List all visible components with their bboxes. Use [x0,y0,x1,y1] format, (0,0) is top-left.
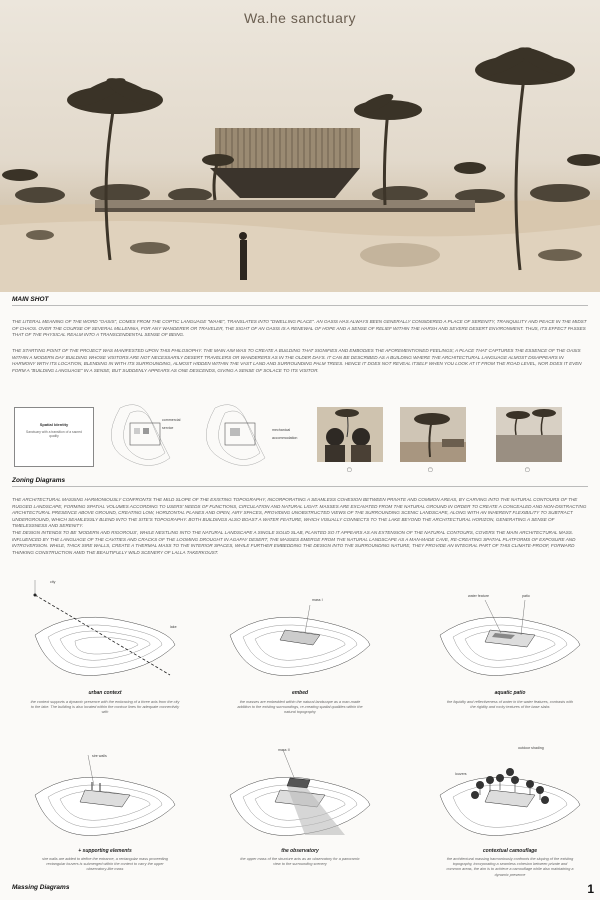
massing-label-water-feature: water feature [468,594,489,598]
section-label-zoning: Zoning Diagrams [12,477,66,484]
zoning-label-service: service [162,426,174,430]
main-render-illustration [0,0,600,292]
massing-label-mass-2: mass II [278,748,290,752]
massing-label-outdoor-shading: outdoor shading [518,746,544,750]
zoning-label-commercial: commercial [162,418,181,422]
zoning-label-accommodation: accommodation [272,436,298,440]
divider [12,486,588,487]
page-number: 1 [587,882,594,896]
camera-icon: ▢ [525,467,530,473]
massing-paragraph-2: THE DESIGN INTENDS TO BE 'MODERN AND RIGOROUS', WHILE NESTLING INTO THE NATURAL LANDSCAPE A SINGLE SOLID SLAB, PLANTED SO IT APPEARS AS AN EXTENSION OF THE NATURAL CONTOURS, COVERS THE MAIN ARCHITECTURAL MASS. INFLUENCED BY THE LANGUAGE OF THE CAVITIES AND CRACKS OF THE LOOMING DROUGHT IN AGAFAY DESERT, THE MASSES EMERGE FROM THE NATURAL LANDSCAPE AS A MAN-MADE CAVE, RE-CREATING SPATIAL PLATFORMS OF EXPOSURE AND INTROVERSION. WHILE, THICK SIRE WALLS, CREATE A THERMAL MASS TO THE INTERIOR SPACES, WHILE FURTHER EMBEDDING THE DESIGN INTO THE SURROUNDING NATURE, THEY PROVIDE AN INTEGRAL PART OF THIS CLIMATE-PROOF, FORWARD THINKING CONSTRUCTION AMID THE BEAUTIFULLY WILD SCENERY OF LALLA TAKERKOUST. [12,530,576,555]
massing-title-urban-context: urban context [88,690,122,696]
intro-paragraph: THE LITERAL MEANING OF THE WORD "OASIS", COMES FROM THE COPTIC LANGUAGE "WAHE", TRANSLATES INTO "DWELLING PLACE". AN OASIS HAS ALWAYS BEEN GENERALLY CONSIDERED A PLACE OF SERENITY, TRANQUILITY AND PEACE IN THE MIDST OF CHAOS. OVER THE COURSE OF SEVERAL MILLENNIA, FOR ANY WANDERER OR TRAVELER, THE SIGHT OF AN OASIS IS A RENEWAL OF HOPE AND A SENSE OF RELIEF WITHIN THE HARSH AND SEVERE DESERT ENVIRONMENT. THUS, ITS EFFECT PASSES THAT OF THE PHYSICAL REALM INTO A TRANSCENDENTAL SENSE OF BEING. [12,319,587,337]
massing-body-embed: the masses are embedded within the natural landscape as a man-made addition to the existing surroundings, re-creating spatial qualities within the natural topography [237,700,363,715]
massing-body-contextual-camouflage: the architectural massing harmoniously confronts the sloping of the existing topography, incorporating a seamless cohesion between private and common areas, the aim is to achieve a camouflage while also maintaining a dynamic presence [446,857,574,877]
section-label-massing: Massing Diagrams [12,884,70,891]
massing-label-sire-walls: sire walls [92,754,107,758]
massing-body-observatory: the upper mass of the structure acts as an observatory for a panoramic view to the surrounding scenery [240,857,360,867]
concept-paragraph: THE STARTING POINT OF THE PROJECT WAS MANIFESTED UPON THIS PHILOSOPHY. THE MAIN AIM WAS TO CREATE A BUILDING THAT SIGNIFIES AND EMBODIES THE AFOREMENTIONED FEELINGS; A PLACE THAT CAPTURES THE ESSENCE OF THE OASIS WITHIN A MODERN DAY BUILDING WHOSE VISITORS ARE NOT NECESSARILY DESERT TRAVELERS OR WANDERERS AS IN THE OLDER DAYS. IT CAN BE DESCRIBED AS A BUILDING WHERE THE ARCHITECTURAL LANGUAGE ALMOST DISAPPEARS IN HARMONY WITH ITS LOCATION, BLENDING IN WITH ITS SURROUNDING, ALMOST HIDDEN WITHIN THE VAST LAND AND SURROUNDING PALM TREES. HENCE IT DOES NOT REVEAL ITSELF WHEN YOU LOOK AT IT FROM THE ROAD LEVEL, NOR DOES IT EVEN FORM A "BUILDING LANGUAGE" IN A SENSE, BUT SUDDENLY APPEARS AS ONE DESCENDS, GIVING A SENSE OF SOLACE TO ITS VISITOR. [12,348,582,373]
zoning-thumb-people [317,407,383,462]
massing-label-mass-1: mass I [312,598,323,602]
massing-label-lake: lake [170,625,177,629]
zoning-legend-title: Spatial Identity [39,422,69,427]
zoning-label-mechanical: mechanical [272,428,291,432]
zoning-thumb-palm [400,407,466,462]
massing-diagram-contextual-camouflage [435,740,585,845]
massing-title-observatory: the observatory [281,848,319,854]
camera-icon: ▢ [347,467,352,473]
massing-body-aquatic-patio: the liquidity and reflectiveness of water in the water features, contrasts with the rigidity and rocky textures of the base slabs [447,700,573,710]
divider [12,305,588,306]
massing-label-city: city [50,580,56,584]
massing-body-urban-context: the context supports a dynamic presence with the embracing of a three axis from the city to the lake. The building is also located within the contour lines for adequate connectivity with [30,700,180,715]
massing-label-louvers: louvers [455,772,467,776]
massing-title-aquatic-patio: aquatic patio [494,690,526,696]
massing-label-patio: patio [522,594,530,598]
massing-title-contextual-camouflage: contextual camouflage [482,848,538,854]
massing-paragraph-1: THE ARCHITECTURAL MASSING HARMONIOUSLY CONFRONTS THE MILD SLOPE OF THE EXISTING TOPOGRAPHY, INCORPORATING A SEAMLESS COHESION BETWEEN PRIVATE AND COMMON AREAS, BY CARVING INTO THE NATURAL CONTOURS OF THE RUGGED LANDSCAPE, FORMING SPATIAL VOLUMES ACCORDING TO USERS' NEEDS OF FUNCTIONS, CIRCULATION AND NATURAL LIGHT. MASSES ARE EXCAVATED FROM THE NATURAL GROUND IN ORDER TO CREATE A CONCEALED AND NON-DISTRACTING ARCHITECTURAL PRESENCE ABOVE GROUND, CREATING LOW, HORIZONTAL PLANES AND OPEN, AIRY SPACES, PROVIDING UNOBSTRUCTED VIEWS OF THE SURROUNDING SCENIC LANDSCAPE, ALONG WITH AN INHERENT FLEXIBILITY TO SUBTRACT UNDERGROUND, WHICH SEAMLESSLY BLEND INTO THE SITE'S TOPOGRAPHY. BOTH BUILDINGS ALSO BOAST A WATER FEATURE, WHICH VISUALLY CONNECTS TO THE LAKE BEYOND THE ARCHITECTURAL HORIZON, GENERATING A SENSE OF TIMELESSNESS AND SERENITY. [12,497,587,528]
zoning-legend-box [14,407,94,467]
poster-title: Wa.he sanctuary [243,10,357,26]
zoning-thumb-water [496,407,562,462]
massing-title-embed: embed [291,690,309,696]
section-label-main-shot: MAIN SHOT [12,296,49,303]
camera-icon: ▢ [428,467,433,473]
massing-diagram-aquatic-patio [435,575,585,685]
massing-body-supporting-elements: sire walls are added to define the entrance, a rectangular mass proceeding rectangular louvers is submerged within the context to carry the upper observatory-like mass [42,857,168,872]
massing-diagram-urban-context [30,575,180,685]
main-render [0,0,600,292]
massing-diagram-embed [225,575,375,685]
zoning-legend-text: Sanctuary with a transition of a sacred quality [26,430,82,438]
massing-title-supporting-elements: + supporting elements [78,848,132,854]
massing-diagram-observatory [225,740,375,845]
